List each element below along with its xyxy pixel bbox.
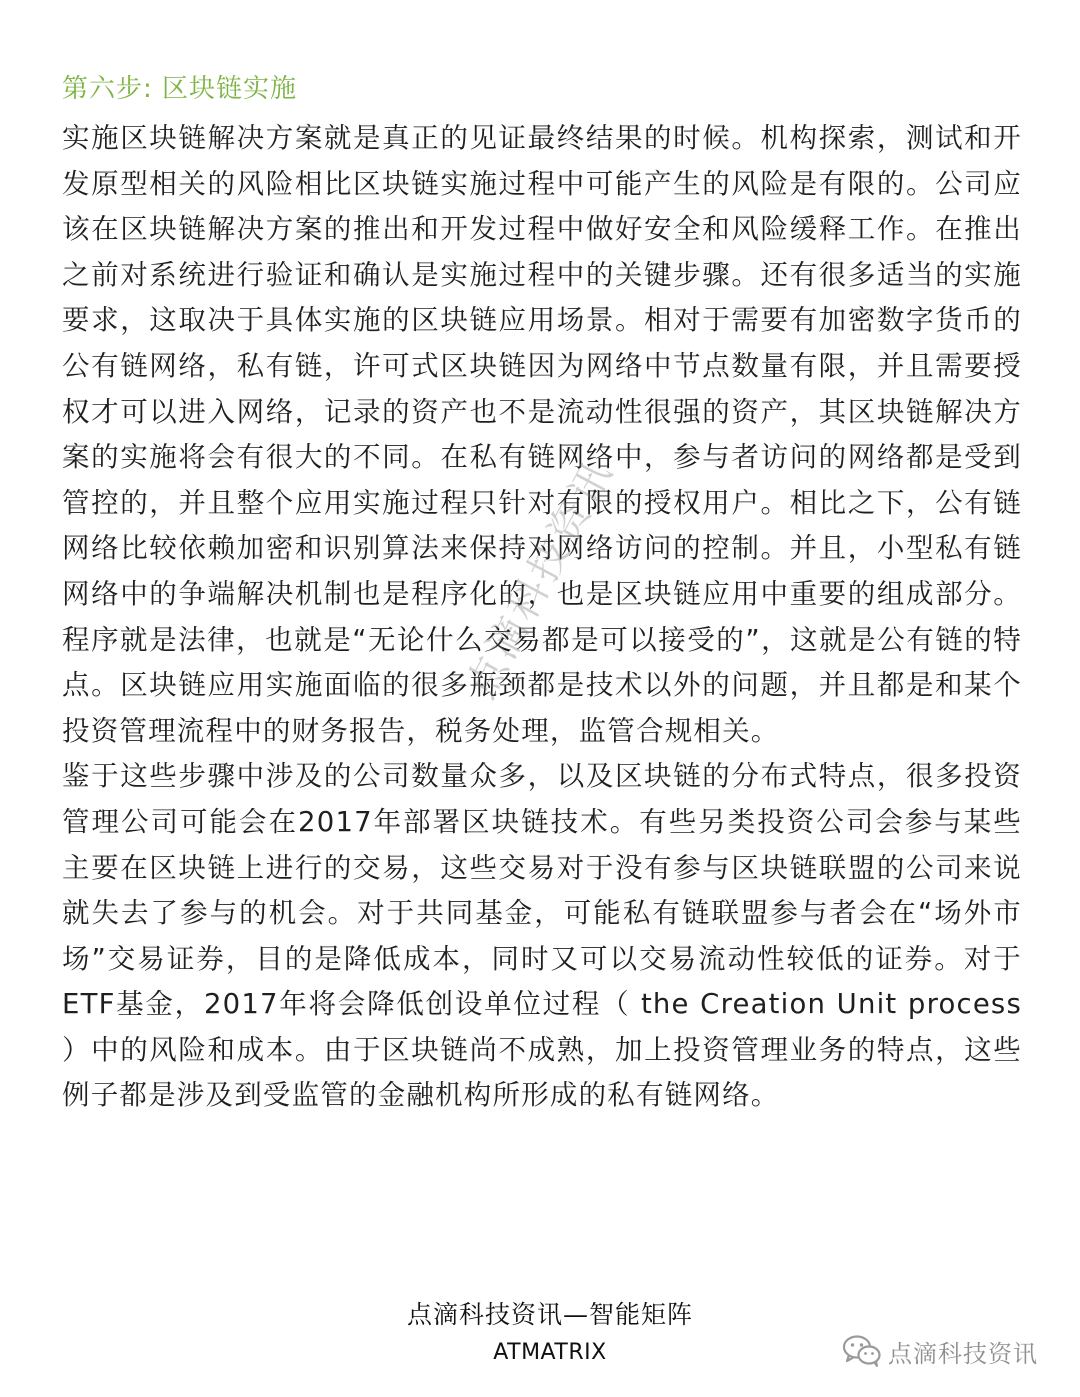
watermark: 点滴科技资讯 [457,451,623,706]
section-title: 第六步: 区块链实施 [62,74,298,104]
paragraph-deployment: 鉴于这些步骤中涉及的公司数量众多，以及区块链的分布式特点，很多投资管理公司可能会在2017年部署区块链技术。有些另类投资公司会参与某些主要在区块链上进行的交易，这些交易对于没有参与区块链联盟的公司来说就失去了参与的机会。对于共同基金，可能私有链联盟参与者会在“场外市场”交易证券，目的是降低成本，同时又可以交易流动性较低的证券。对于ETF基金，2017年将会降低创设单位过程（ the Creation Unit process ）中的风险和成本。由于区块链尚不成熟，加上投资管理业务的特点，这些例子都是涉及到受监管的金融机构所形成的私有链网络。 [62,760,1022,1112]
body-text [62,116,1022,1119]
footer-brand-name: ATMATRIX [493,1340,607,1365]
wechat-account-badge [842,1331,1038,1371]
wechat-account-name: 点滴科技资讯 [888,1339,1038,1368]
wechat-icon [842,1334,882,1368]
paragraph-implementation: 实施区块链解决方案就是真正的见证最终结果的时候。机构探索，测试和开发原型相关的风险相比区块链实施过程中可能产生的风险是有限的。公司应该在区块链解决方案的推出和开发过程中做好安全和风险缓释工作。在推出之前对系统进行验证和确认是实施过程中的关键步骤。还有很多适当的实施要求，这取决于具体实施的区块链应用场景。相对于需要有加密数字货币的公有链网络，私有链，许可式区块链因为网络中节点数量有限，并且需要授权才可以进入网络，记录的资产也不是流动性很强的资产，其区块链解决方案的实施将会有很大的不同。在私有链网络中，参与者访问的网络都是受到管控的，并且整个应用实施过程只针对有限的授权用户。相比之下，公有链网络比较依赖加密和识别算法来保持对网络访问的控制。并且，小型私有链网络中的争端解决机制也是程序化的，也是区块链应用中重要的组成部分。程序就是法律，也就是“无论什么交易都是可以接受的”，这就是公有链的特点。区块链应用实施面临的很多瓶颈都是技术以外的问题，并且都是和某个投资管理流程中的财务报告，税务处理，监管合规相关。 [62,122,1022,747]
footer-title: 点滴科技资讯—智能矩阵 [406,1300,693,1329]
